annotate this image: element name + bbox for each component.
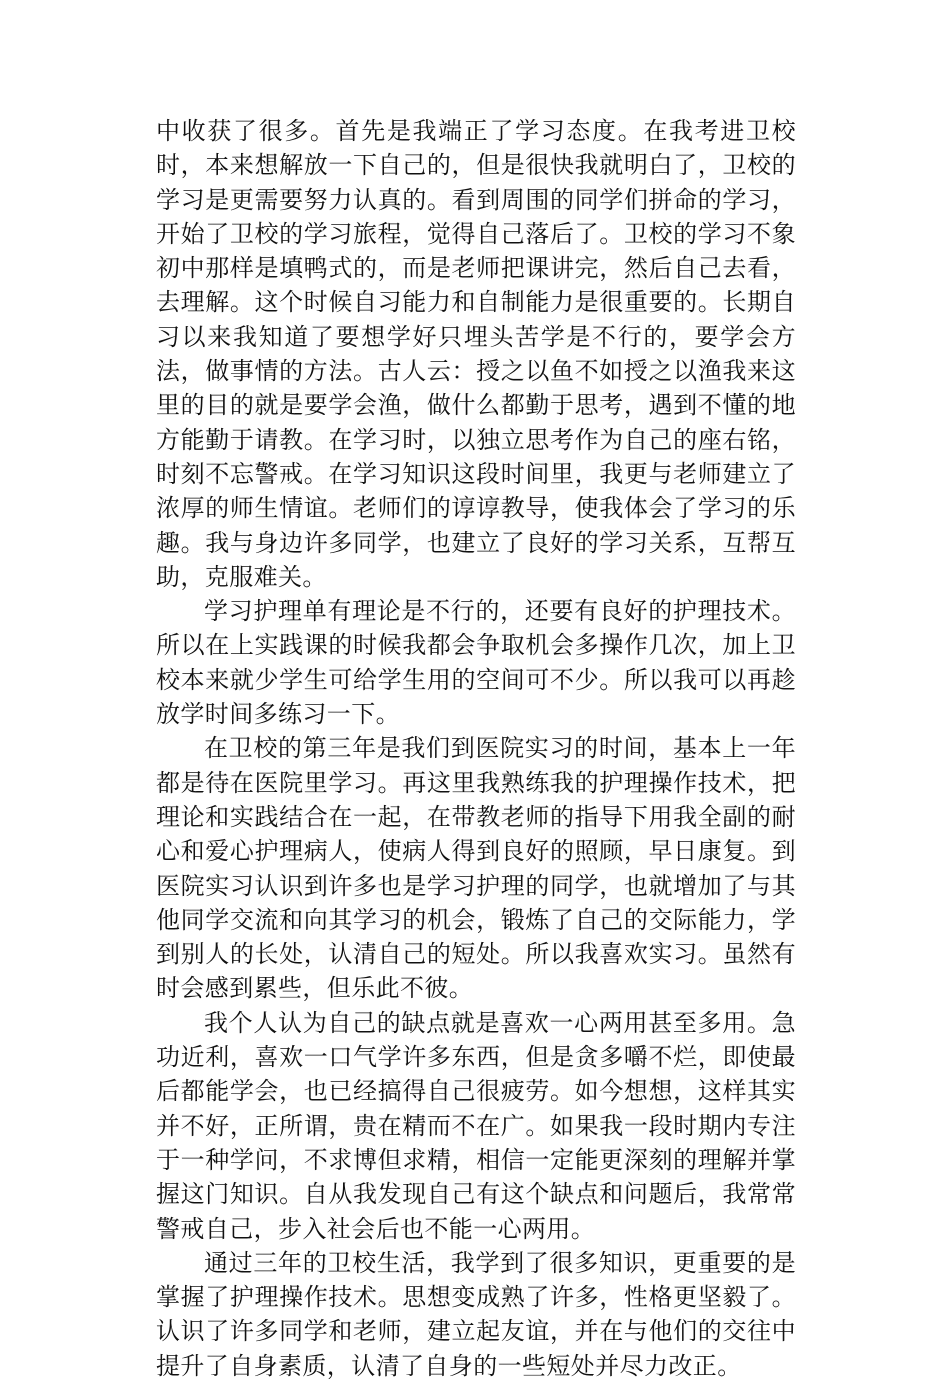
paragraph-3: 在卫校的第三年是我们到医院实习的时间，基本上一年都是待在医院里学习。再这里我熟练我的护理操作技术，把理论和实践结合在一起，在带教老师的指导下用我全副的耐心和爱心护理病人，使病人得到良好的照顾，早日康复。到医院实习认识到许多也是学习护理的同学，也就增加了与其他同学交流和向其学习的机会，锻炼了自己的交际能力，学到别人的长处，认清自己的短处。所以我喜欢实习。虽然有时会感到累些，但乐此不彼。 (156, 734, 796, 1003)
paragraph-1: 中收获了很多。首先是我端正了学习态度。在我考进卫校时，本来想解放一下自己的，但是很快我就明白了，卫校的学习是更需要努力认真的。看到周围的同学们拼命的学习，开始了卫校的学习旅程，觉得自己落后了。卫校的学习不象初中那样是填鸭式的，而是老师把课讲完，然后自己去看，去理解。这个时候自习能力和自制能力是很重要的。长期自习以来我知道了要想学好只埋头苦学是不行的，要学会方法，做事情的方法。古人云：授之以鱼不如授之以渔我来这里的目的就是要学会渔，做什么都勤于思考，遇到不懂的地方能勤于请教。在学习时，以独立思考作为自己的座右铭，时刻不忘警戒。在学习知识这段时间里，我更与老师建立了浓厚的师生情谊。老师们的谆谆教导，使我体会了学习的乐趣。我与身边许多同学，也建立了良好的学习关系，互帮互助，克服难关。 (156, 117, 796, 591)
paragraph-2: 学习护理单有理论是不行的，还要有良好的护理技术。所以在上实践课的时候我都会争取机会多操作几次，加上卫校本来就少学生可给学生用的空间可不少。所以我可以再趁放学时间多练习一下。 (156, 597, 796, 729)
paragraph-4: 我个人认为自己的缺点就是喜欢一心两用甚至多用。急功近利，喜欢一口气学许多东西，但是贪多嚼不烂，即使最后都能学会，也已经搞得自己很疲劳。如今想想，这样其实并不好，正所谓，贵在精而不在广。如果我一段时期内专注于一种学问，不求博但求精，相信一定能更深刻的理解并掌握这门知识。自从我发现自己有这个缺点和问题后，我常常警戒自己，步入社会后也不能一心两用。 (156, 1008, 796, 1243)
paragraph-5: 通过三年的卫校生活，我学到了很多知识，更重要的是掌握了护理操作技术。思想变成熟了许多，性格更坚毅了。认识了许多同学和老师，建立起友谊，并在与他们的交往中提升了自身素质，认清了自身的一些短处并尽力改正。 (156, 1248, 796, 1380)
document-body (156, 114, 796, 1383)
